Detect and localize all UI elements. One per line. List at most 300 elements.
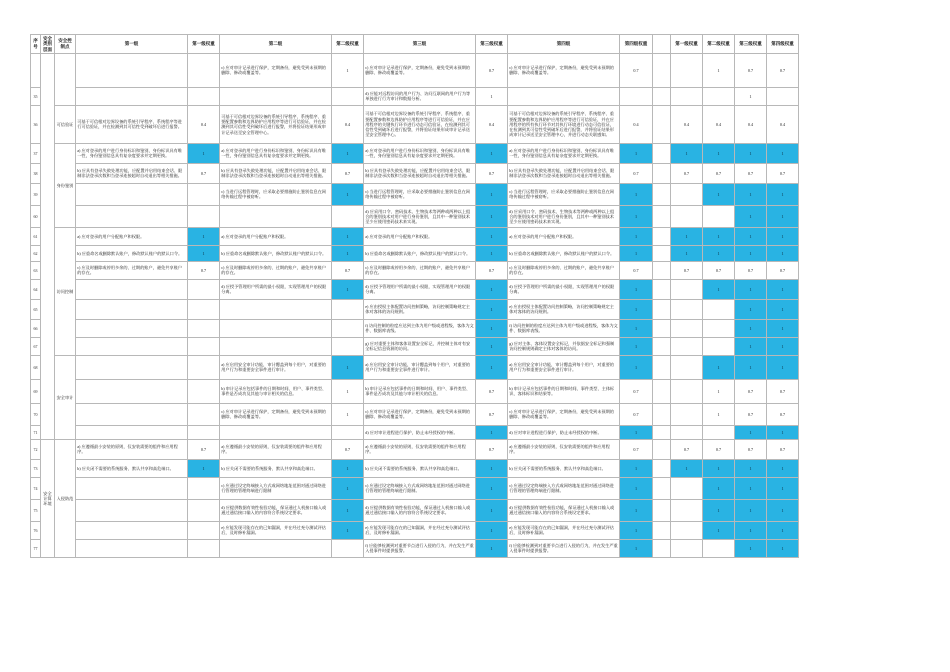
weight-level2: 0.4	[332, 105, 364, 143]
row-number: 77	[31, 539, 41, 557]
weight-level1: 0.7	[188, 439, 220, 459]
summary-weight-level2: 1	[703, 521, 735, 539]
table-row	[31, 319, 799, 337]
requirement-level4: a) 应对登录的用户进行身份标识和鉴别，身份标识具有唯一性，身份鉴别信息具有复杂度要求并定期更换。	[508, 143, 620, 163]
weight-level2	[332, 319, 364, 337]
table-row	[31, 261, 799, 279]
summary-weight-level1	[671, 355, 703, 379]
summary-weight-level1	[671, 205, 703, 227]
weight-level3: 1	[476, 87, 508, 105]
requirement-level4: b) 应关闭不需要的系统服务、默认共享和高危端口。	[508, 459, 620, 477]
row-number: 60	[31, 205, 41, 227]
summary-weight-level4: 1	[767, 459, 799, 477]
spacer-cell	[653, 425, 671, 439]
requirement-level1: b) 应具有登录失败处理功能，应配置并启用结束会话、限制非法登录次数和当登录连接超时自动退出等相关措施。	[76, 163, 188, 183]
spacer-cell	[653, 337, 671, 355]
row-number: 63	[31, 261, 41, 279]
security-type-cell	[41, 53, 55, 439]
requirement-level1: a) 应遵循最小安装的原则，仅安装需要的组件和应用程序。	[76, 439, 188, 459]
requirement-level3: d) 应授予管理用户所需的最小权限，实现管理用户的权限分离。	[364, 279, 476, 299]
spacer-cell	[653, 355, 671, 379]
table-row	[31, 539, 799, 557]
requirement-level1	[76, 87, 188, 105]
summary-weight-level3: 1	[735, 499, 767, 521]
summary-weight-level2: 1	[703, 143, 735, 163]
table-row	[31, 183, 799, 205]
summary-weight-level4: 1	[767, 319, 799, 337]
weight-level1	[188, 299, 220, 319]
row-number: 64	[31, 279, 41, 299]
table-row	[31, 521, 799, 539]
weight-level3: 1	[476, 299, 508, 319]
weight-level4: 1	[620, 355, 653, 379]
weight-level4: 0.7	[620, 261, 653, 279]
requirement-level1	[76, 53, 188, 87]
requirement-level4: b) 审计记录应包括事件的日期和时间、事件类型、主体标识、客体标识和结果等。	[508, 379, 620, 403]
requirement-level2: a) 应启用安全审计功能，审计覆盖到每个用户，对重要的用户行为和重要安全事件进行审计。	[220, 355, 332, 379]
summary-weight-level3: 1	[735, 143, 767, 163]
weight-level4: 1	[620, 183, 653, 205]
weight-level1	[188, 425, 220, 439]
row-number: 76	[31, 521, 41, 539]
summary-weight-level3: 0.7	[735, 163, 767, 183]
table-row	[31, 87, 799, 105]
row-number: 73	[31, 459, 41, 477]
header-row	[31, 35, 799, 54]
control-point-cell: 安全审计	[55, 355, 76, 439]
spacer-cell	[653, 143, 671, 163]
summary-weight-level4: 1	[767, 521, 799, 539]
weight-level3: 0.7	[476, 261, 508, 279]
summary-weight-level2: 1	[703, 53, 735, 87]
weight-level1	[188, 53, 220, 87]
summary-weight-level2	[703, 87, 735, 105]
weight-level3: 1	[476, 279, 508, 299]
weight-level4: 1	[620, 477, 653, 499]
row-number: 70	[31, 403, 41, 425]
weight-level2: 1	[332, 183, 364, 205]
summary-weight-level2	[703, 425, 735, 439]
summary-weight-level3: 1	[735, 299, 767, 319]
weight-level3: 0.7	[476, 53, 508, 87]
requirement-level2: a) 应对登录的用户进行身份标识和鉴别，身份标识具有唯一性，身份鉴别信息具有复杂度要求并定期更换。	[220, 143, 332, 163]
summary-weight-level3: 1	[735, 355, 767, 379]
requirement-level4: d) 应对审计进程进行保护，防止未经授权的中断。	[508, 425, 620, 439]
weight-level3: 1	[476, 143, 508, 163]
weight-level4: 0.7	[620, 53, 653, 87]
requirement-level3: c) 应对审计记录进行保护，定期备份，避免受到未预期的删除、修改或覆盖等。	[364, 53, 476, 87]
requirement-level4: f) 访问控制的粒度应达到主体为用户级或进程级，客体为文件、数据库表级。	[508, 319, 620, 337]
weight-level1	[188, 355, 220, 379]
weight-level3: 1	[476, 183, 508, 205]
summary-weight-level4: 1	[767, 337, 799, 355]
summary-weight-level1: 1	[671, 245, 703, 261]
spacer-cell	[653, 459, 671, 477]
requirement-level4: e) 应能发现可能存在的已知漏洞，并在经过充分测试评估后，及时修补漏洞。	[508, 521, 620, 539]
weight-level3: 1	[476, 205, 508, 227]
weight-level1: 1	[188, 227, 220, 245]
summary-weight-level3: 1	[735, 521, 767, 539]
summary-weight-level2: 1	[703, 499, 735, 521]
requirement-level1	[76, 403, 188, 425]
weight-level4: 0.7	[620, 403, 653, 425]
header-right-weight2: 第二级权重	[703, 35, 735, 54]
weight-level1	[188, 477, 220, 499]
requirement-level3: c) 应通过设定终端接入方式或网络地址范围对通过网络进行管理的管理终端进行限制。	[364, 477, 476, 499]
requirement-level2: a) 应遵循最小安装的原则，仅安装需要的组件和应用程序。	[220, 439, 332, 459]
summary-weight-level2	[703, 319, 735, 337]
spacer-cell	[653, 163, 671, 183]
header-right-weight3: 第三级权重	[735, 35, 767, 54]
row-number: 71	[31, 425, 41, 439]
summary-weight-level4: 0.7	[767, 53, 799, 87]
weight-level1	[188, 379, 220, 403]
summary-weight-level4: 1	[767, 425, 799, 439]
summary-weight-level2: 0.7	[703, 163, 735, 183]
summary-weight-level3: 1	[735, 459, 767, 477]
summary-weight-level2: 1	[703, 459, 735, 477]
row-number: 61	[31, 227, 41, 245]
summary-weight-level2: 1	[703, 279, 735, 299]
requirement-level4: a) 应启用安全审计功能，审计覆盖到每个用户，对重要的用户行为和重要安全事件进行审计。	[508, 355, 620, 379]
control-point-cell: 入侵防范	[55, 439, 76, 557]
requirement-level3: d) 应提供数据有效性检验功能，保证通过人机接口输入或通过通信接口输入的内容符合系统设定要求。	[364, 499, 476, 521]
requirement-level4: d) 应授予管理用户所需的最小权限，实现管理用户的权限分离。	[508, 279, 620, 299]
weight-level2	[332, 205, 364, 227]
requirement-level3: a) 应对登录的用户进行身份标识和鉴别，身份标识具有唯一性，身份鉴别信息具有复杂度要求并定期更换。	[364, 143, 476, 163]
requirement-level2	[220, 205, 332, 227]
requirement-level2: b) 应重命名或删除默认账户，修改默认账户的默认口令。	[220, 245, 332, 261]
summary-weight-level3: 1	[735, 337, 767, 355]
table-row	[31, 53, 799, 87]
row-number: 39	[31, 183, 41, 205]
summary-weight-level3: 0.7	[735, 439, 767, 459]
summary-weight-level1	[671, 299, 703, 319]
weight-level3: 1	[476, 459, 508, 477]
summary-weight-level4: 1	[767, 205, 799, 227]
requirement-level1: 可基于可信根对边界设备的系统引导程序、系统程序等进行可信验证，并在检测到其可信性受到破坏后进行报警。	[76, 105, 188, 143]
requirement-level4	[508, 87, 620, 105]
row-number: 35	[31, 87, 41, 105]
spacer-cell	[653, 521, 671, 539]
requirement-level4: e) 应由授权主体配置访问控制策略，访问控制策略规定主体对客体的访问规则。	[508, 299, 620, 319]
table-row	[31, 205, 799, 227]
spacer-cell	[653, 477, 671, 499]
summary-weight-level2: 1	[703, 245, 735, 261]
summary-weight-level1: 1	[671, 143, 703, 163]
weight-level2	[332, 425, 364, 439]
weight-level1	[188, 521, 220, 539]
table-row	[31, 337, 799, 355]
spacer-cell	[653, 403, 671, 425]
control-point-cell	[55, 53, 76, 105]
table-row	[31, 279, 799, 299]
summary-weight-level1	[671, 539, 703, 557]
summary-weight-level3: 1	[735, 227, 767, 245]
weight-level4: 1	[620, 539, 653, 557]
weight-level1	[188, 183, 220, 205]
header-right-weight4: 第四级权重	[767, 35, 799, 54]
summary-weight-level2	[703, 337, 735, 355]
header-level3: 第三级	[364, 35, 476, 54]
summary-weight-level3: 1	[735, 477, 767, 499]
header-weight4: 第四级权重	[620, 35, 653, 54]
requirement-level1	[76, 337, 188, 355]
requirement-level1: b) 应关闭不需要的系统服务、默认共享和高危端口。	[76, 459, 188, 477]
table-row	[31, 245, 799, 261]
requirement-level3: e) 应能发现可能存在的已知漏洞，并在经过充分测试评估后，及时修补漏洞。	[364, 521, 476, 539]
summary-weight-level4: 1	[767, 477, 799, 499]
row-number: 75	[31, 499, 41, 521]
requirement-level4: g) 应对主体、客体设置安全标记，并依据安全标记和强制访问控制规则确定主体对客体的访问。	[508, 337, 620, 355]
spacer-cell	[653, 539, 671, 557]
row-number: 67	[31, 337, 41, 355]
weight-level1: 0.7	[188, 163, 220, 183]
requirement-level1	[76, 299, 188, 319]
header-level2: 第二级	[220, 35, 332, 54]
table-row	[31, 477, 799, 499]
row-number: 74	[31, 477, 41, 499]
requirement-level4: c) 应对审计记录进行保护，定期备份，避免受到未预期的删除、修改或覆盖等。	[508, 403, 620, 425]
requirement-level2: b) 应具有登录失败处理功能，应配置并启用结束会话、限制非法登录次数和当登录连接超时自动退出等相关措施。	[220, 163, 332, 183]
weight-level1: 0.4	[188, 105, 220, 143]
weight-level4: 0.7	[620, 163, 653, 183]
weight-level4: 1	[620, 299, 653, 319]
summary-weight-level2	[703, 299, 735, 319]
summary-weight-level3: 0.7	[735, 53, 767, 87]
summary-weight-level1	[671, 425, 703, 439]
summary-weight-level4: 0.7	[767, 439, 799, 459]
weight-level1	[188, 319, 220, 337]
weight-level4: 1	[620, 459, 653, 477]
requirement-level4: a) 应遵循最小安装的原则，仅安装需要的组件和应用程序。	[508, 439, 620, 459]
requirement-level4: b) 应重命名或删除默认账户，修改默认账户的默认口令。	[508, 245, 620, 261]
row-number: 68	[31, 355, 41, 379]
requirement-level1	[76, 379, 188, 403]
row-number: 38	[31, 163, 41, 183]
weight-level3: 0.7	[476, 163, 508, 183]
weight-level1	[188, 499, 220, 521]
requirement-level3: g) 应对重要主体和客体设置安全标记，并控制主体对有安全标记信息资源的访问。	[364, 337, 476, 355]
weight-level4: 0.7	[620, 379, 653, 403]
spacer-cell	[653, 53, 671, 87]
summary-weight-level2	[703, 539, 735, 557]
spacer-cell	[653, 379, 671, 403]
requirement-level2: d) 应授予管理用户所需的最小权限，实现管理用户的权限分离。	[220, 279, 332, 299]
requirement-level2: a) 应对登录的用户分配账户和权限。	[220, 227, 332, 245]
weight-level2: 0.7	[332, 163, 364, 183]
summary-weight-level2: 0.7	[703, 261, 735, 279]
weight-level2: 1	[332, 477, 364, 499]
weight-level1: 0.7	[188, 261, 220, 279]
weight-level3: 1	[476, 521, 508, 539]
summary-weight-level1: 0.7	[671, 163, 703, 183]
table-row	[31, 105, 799, 143]
spacer-cell	[653, 499, 671, 521]
control-point-cell: 可信验证	[55, 105, 76, 143]
spacer-cell	[653, 245, 671, 261]
summary-weight-level1	[671, 337, 703, 355]
requirement-level2	[220, 87, 332, 105]
spacer-cell	[653, 279, 671, 299]
summary-weight-level2: 0.7	[703, 439, 735, 459]
requirement-level3: a) 应启用安全审计功能，审计覆盖到每个用户，对重要的用户行为和重要安全事件进行审计。	[364, 355, 476, 379]
requirement-level2	[220, 425, 332, 439]
requirement-level1: c) 应及时删除或停用多余的、过期的账户，避免共享账户的存在。	[76, 261, 188, 279]
requirement-level1	[76, 499, 188, 521]
requirement-level2	[220, 319, 332, 337]
weight-level4: 1	[620, 279, 653, 299]
summary-weight-level2: 1	[703, 379, 735, 403]
row-number	[31, 53, 41, 87]
requirement-level4: a) 应对登录的用户分配账户和权限。	[508, 227, 620, 245]
requirement-level2: c) 当进行远程管理时，应采取必要措施防止鉴别信息在网络传输过程中被窃听。	[220, 183, 332, 205]
spacer-cell	[653, 439, 671, 459]
summary-weight-level4: 1	[767, 355, 799, 379]
summary-weight-level4: 1	[767, 279, 799, 299]
weight-level2	[332, 337, 364, 355]
requirement-level2: b) 应关闭不需要的系统服务、默认共享和高危端口。	[220, 459, 332, 477]
row-number: 65	[31, 299, 41, 319]
summary-weight-level3: 1	[735, 245, 767, 261]
weight-level2: 1	[332, 379, 364, 403]
summary-weight-level4: 1	[767, 183, 799, 205]
requirement-level4: d) 应提供数据有效性检验功能，保证通过人机接口输入或通过通信接口输入的内容符合系统设定要求。	[508, 499, 620, 521]
spacer-cell	[653, 227, 671, 245]
spacer-cell	[653, 183, 671, 205]
header-level1: 第一级	[76, 35, 188, 54]
header-level4: 第四级	[508, 35, 620, 54]
row-number: 66	[31, 319, 41, 337]
weight-level2: 1	[332, 245, 364, 261]
requirement-level3: a) 应对登录的用户分配账户和权限。	[364, 227, 476, 245]
summary-weight-level3: 0.7	[735, 261, 767, 279]
weight-level4: 1	[620, 205, 653, 227]
weight-level4: 1	[620, 227, 653, 245]
weight-level4: 1	[620, 143, 653, 163]
summary-weight-level2: 1	[703, 403, 735, 425]
weight-level3: 0.7	[476, 403, 508, 425]
weight-level3: 1	[476, 499, 508, 521]
table-row	[31, 299, 799, 319]
requirement-level1	[76, 521, 188, 539]
requirement-level2: c) 应对审计记录进行保护，定期备份，避免受到未预期的删除、修改或覆盖等。	[220, 53, 332, 87]
requirement-level3: c) 应对审计记录进行保护，定期备份，避免受到未预期的删除、修改或覆盖等。	[364, 403, 476, 425]
table-row	[31, 459, 799, 477]
weight-level4: 1	[620, 337, 653, 355]
requirement-level3: b) 应重命名或删除默认账户，修改默认账户的默认口令。	[364, 245, 476, 261]
weight-level3: 0.4	[476, 105, 508, 143]
requirement-level4: f) 应能够检测到对重要节点进行入侵的行为，并在发生严重入侵事件时提供报警。	[508, 539, 620, 557]
requirements-table	[30, 34, 799, 558]
requirement-level3: f) 应能够检测到对重要节点进行入侵的行为，并在发生严重入侵事件时提供报警。	[364, 539, 476, 557]
weight-level2	[332, 539, 364, 557]
requirement-level3: b) 应关闭不需要的系统服务、默认共享和高危端口。	[364, 459, 476, 477]
weight-level2: 1	[332, 355, 364, 379]
requirement-level1: a) 应对登录的用户进行身份标识和鉴别，身份标识具有唯一性，身份鉴别信息具有复杂度要求并定期更换。	[76, 143, 188, 163]
table-row	[31, 425, 799, 439]
requirement-level3: b) 应具有登录失败处理功能，应配置并启用结束会话、限制非法登录次数和当登录连接超时自动退出等相关措施。	[364, 163, 476, 183]
summary-weight-level3: 0.4	[735, 105, 767, 143]
weight-level2: 0.7	[332, 439, 364, 459]
requirement-level2: c) 应对审计记录进行保护，定期备份，避免受到未预期的删除、修改或覆盖等。	[220, 403, 332, 425]
summary-weight-level4: 1	[767, 227, 799, 245]
weight-level2	[332, 87, 364, 105]
table-row	[31, 499, 799, 521]
summary-weight-level1: 1	[671, 227, 703, 245]
requirement-level2: 可基于可信根对边界设备的系统引导程序、系统程序、重要配置参数和边界防护应用程序等进行可信验证，并在检测到其可信性受到破坏后进行报警，并将验证结果形成审计记录送至安全管理中心。	[220, 105, 332, 143]
weight-level3: 1	[476, 539, 508, 557]
requirement-level2: c) 应通过设定终端接入方式或网络地址范围对通过网络进行管理的管理终端进行限制	[220, 477, 332, 499]
summary-weight-level1	[671, 403, 703, 425]
summary-weight-level3: 1	[735, 319, 767, 337]
weight-level3: 1	[476, 337, 508, 355]
summary-weight-level4: 1	[767, 245, 799, 261]
requirement-level3: 可基于可信根对边界设备的系统引导程序、系统程序、重要配置参数和边界防护应用程序等进行可信验证，并在应用程序的关键执行环节进行动态可信验证，在检测到其可信性受到破坏后进行报警，并将验证结果形成审计记录送至安全管理中心。	[364, 105, 476, 143]
weight-level1	[188, 87, 220, 105]
summary-weight-level1: 0.7	[671, 439, 703, 459]
requirement-level4: c) 应及时删除或停用多余的、过期的账户，避免共享账户的存在。	[508, 261, 620, 279]
requirement-level4: c) 应对审计记录进行保护，定期备份，避免受到未预期的删除、修改或覆盖等。	[508, 53, 620, 87]
summary-weight-level1	[671, 319, 703, 337]
summary-weight-level1	[671, 521, 703, 539]
weight-level1: 1	[188, 143, 220, 163]
requirement-level4: d) 应采用口令、密码技术、生物技术等两种或两种以上组合的鉴别技术对用户进行身份鉴别，且其中一种鉴别技术至少应使用密码技术来实现。	[508, 205, 620, 227]
weight-level1: 1	[188, 245, 220, 261]
summary-weight-level2: 1	[703, 355, 735, 379]
summary-weight-level3: 1	[735, 425, 767, 439]
summary-weight-level4: 1	[767, 143, 799, 163]
weight-level4: 0.7	[620, 439, 653, 459]
weight-level1	[188, 337, 220, 355]
row-number: 37	[31, 143, 41, 163]
requirement-level1: b) 应重命名或删除默认账户，修改默认账户的默认口令。	[76, 245, 188, 261]
requirement-level3: d) 应能对远程访问的用户行为、访问互联网的用户行为等单独进行行为审计和数据分析。	[364, 87, 476, 105]
weight-level2: 1	[332, 403, 364, 425]
weight-level4: 1	[620, 425, 653, 439]
summary-weight-level4: 0.7	[767, 379, 799, 403]
weight-level4: 1	[620, 521, 653, 539]
requirement-level1	[76, 183, 188, 205]
summary-weight-level3: 1	[735, 183, 767, 205]
weight-level4: 1	[620, 245, 653, 261]
weight-level3: 1	[476, 425, 508, 439]
summary-weight-level1: 1	[671, 459, 703, 477]
summary-weight-level1	[671, 477, 703, 499]
summary-weight-level1	[671, 183, 703, 205]
requirement-level3: a) 应遵循最小安装的原则，仅安装需要的组件和应用程序。	[364, 439, 476, 459]
requirement-level2	[220, 299, 332, 319]
summary-weight-level1	[671, 87, 703, 105]
requirement-level1: a) 应对登录的用户分配账户和权限。	[76, 227, 188, 245]
requirement-level1	[76, 539, 188, 557]
table-body	[31, 53, 799, 557]
spacer-cell	[653, 205, 671, 227]
table-row	[31, 403, 799, 425]
requirement-level2: e) 应能发现可能存在的已知漏洞，并在经过充分测试评估后，及时修补漏洞。	[220, 521, 332, 539]
weight-level2: 1	[332, 499, 364, 521]
header-control-point: 安全控制点	[55, 35, 76, 54]
requirement-level1	[76, 279, 188, 299]
spacer-cell	[653, 261, 671, 279]
row-number: 36	[31, 105, 41, 143]
summary-weight-level3: 1	[735, 539, 767, 557]
table-row	[31, 227, 799, 245]
summary-weight-level4: 0.7	[767, 403, 799, 425]
weight-level2: 1	[332, 459, 364, 477]
weight-level2: 1	[332, 143, 364, 163]
header-seq: 序号	[31, 35, 41, 54]
